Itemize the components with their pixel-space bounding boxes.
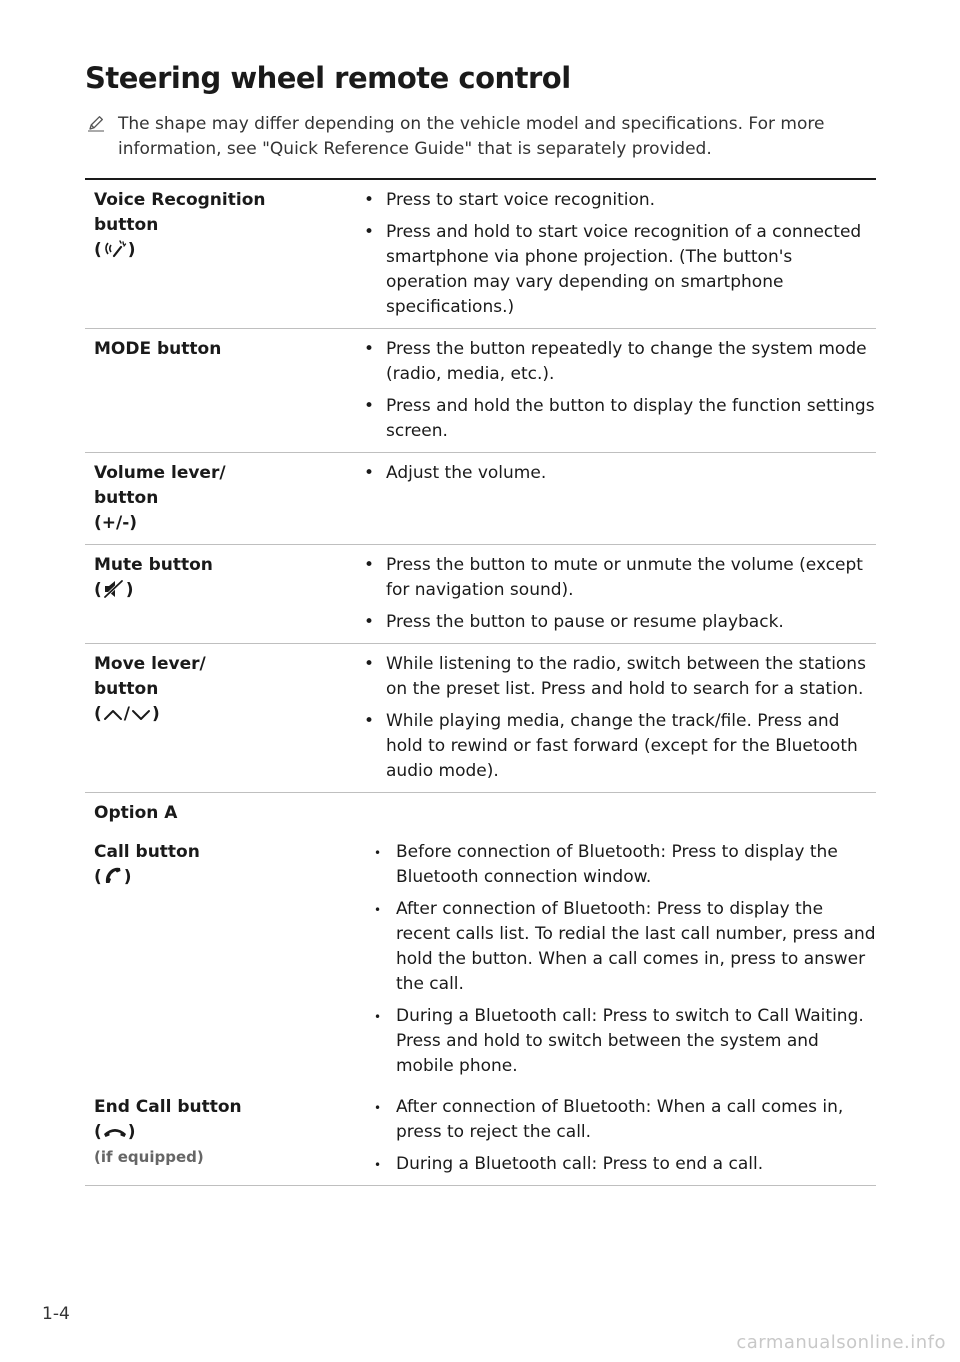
label-line: Voice Recognition [94, 190, 266, 210]
controls-table [85, 178, 876, 1186]
label-line: End Call button [94, 1097, 242, 1117]
list-item: • Before connection of Bluetooth: Press to display the Bluetooth connection window. [374, 842, 838, 887]
table-row [85, 1087, 876, 1186]
list-item: • While listening to the radio, switch between the stations on the preset list. Press and hold to search for a station. [364, 654, 866, 699]
row-label [85, 652, 364, 784]
page-number: 1-4 [42, 1304, 70, 1324]
row-description [364, 337, 876, 444]
table-row [85, 545, 876, 644]
chevron-down-icon [130, 707, 152, 723]
label-line: Volume lever/ [94, 463, 226, 483]
label-line: (+/-) [94, 513, 138, 533]
list-item: • Press the button to mute or unmute the volume (except for navigation sound). [364, 555, 863, 600]
bullet: • [374, 1010, 382, 1024]
bullet: • [364, 190, 375, 210]
row-description [364, 553, 876, 635]
if-equipped-note: (if equipped) [94, 1148, 204, 1166]
label-line: Move lever/ [94, 654, 206, 674]
bullet: • [364, 339, 375, 359]
list-item: • Press the button to pause or resume playback. [364, 610, 876, 635]
list-item: • Press and hold the button to display the function settings screen. [364, 396, 875, 441]
voice-recognition-icon [102, 239, 128, 259]
pencil-icon [87, 114, 105, 132]
list-item: • Press to start voice recognition. [364, 188, 876, 213]
table-row [85, 832, 876, 1087]
bullet: • [364, 711, 375, 731]
watermark: carmanualsonline.info [736, 1332, 946, 1353]
row-label [85, 840, 364, 1079]
row-label [85, 461, 364, 536]
label-line: button [94, 215, 159, 235]
label-symbol: ( ) [94, 580, 134, 600]
bullet: • [364, 222, 375, 242]
row-description [364, 188, 876, 320]
note [85, 112, 876, 162]
note-text: The shape may differ depending on the vehicle model and specifications. For more information, see "Quick Reference Guide" that is separately provided. [118, 114, 825, 159]
list-item: • Adjust the volume. [364, 461, 876, 486]
mute-icon [102, 579, 126, 599]
bullet: • [374, 1158, 382, 1172]
label-line: MODE button [94, 339, 222, 359]
list-item: • After connection of Bluetooth: When a call comes in, press to reject the call. [374, 1097, 844, 1142]
label-line: Call button [94, 842, 200, 862]
list-item: • During a Bluetooth call: Press to switch to Call Waiting. Press and hold to switch between the system and mobile phone. [374, 1006, 864, 1076]
page-title: Steering wheel remote control [85, 61, 571, 95]
bullet: • [374, 903, 382, 917]
row-description [364, 652, 876, 784]
chevron-up-icon [102, 707, 124, 723]
row-label [85, 188, 364, 320]
bullet: • [364, 612, 375, 632]
table-row [85, 453, 876, 545]
list-item: • Press and hold to start voice recognition of a connected smartphone via phone projection. (The button's operation may vary depending on smartphone specifications.) [364, 222, 862, 317]
list-item: • While playing media, change the track/file. Press and hold to rewind or fast forward (except for the Bluetooth audio mode). [364, 711, 858, 781]
label-symbol: ( ) [94, 1122, 136, 1142]
table-row [85, 329, 876, 453]
bullet: • [374, 846, 382, 860]
page [85, 58, 876, 1186]
row-description [364, 1095, 876, 1177]
table-row [85, 644, 876, 793]
bullet: • [364, 396, 375, 416]
label-line: button [94, 488, 159, 508]
row-label [85, 553, 364, 635]
label-symbol: ( / ) [94, 704, 160, 724]
list-item: • During a Bluetooth call: Press to end a call. [374, 1152, 876, 1177]
row-label [85, 1095, 364, 1177]
row-label [85, 337, 364, 444]
label-line: Mute button [94, 555, 213, 575]
call-icon [102, 866, 124, 886]
list-item: • Press the button repeatedly to change the system mode (radio, media, etc.). [364, 339, 867, 384]
bullet: • [374, 1101, 382, 1115]
end-call-icon [102, 1123, 128, 1141]
row-description [364, 461, 876, 536]
bullet: • [364, 654, 375, 674]
label-symbol: ( ) [94, 867, 132, 887]
row-description [364, 840, 876, 1079]
bullet: • [364, 555, 375, 575]
label-symbol: ( ) [94, 240, 136, 260]
bullet: • [364, 463, 375, 483]
table-row [85, 180, 876, 329]
label-line: button [94, 679, 159, 699]
list-item: • After connection of Bluetooth: Press to display the recent calls list. To redial the last call number, press and hold the button. When a call comes in, press to answer the call. [374, 899, 876, 994]
option-label: Option A [94, 803, 178, 823]
